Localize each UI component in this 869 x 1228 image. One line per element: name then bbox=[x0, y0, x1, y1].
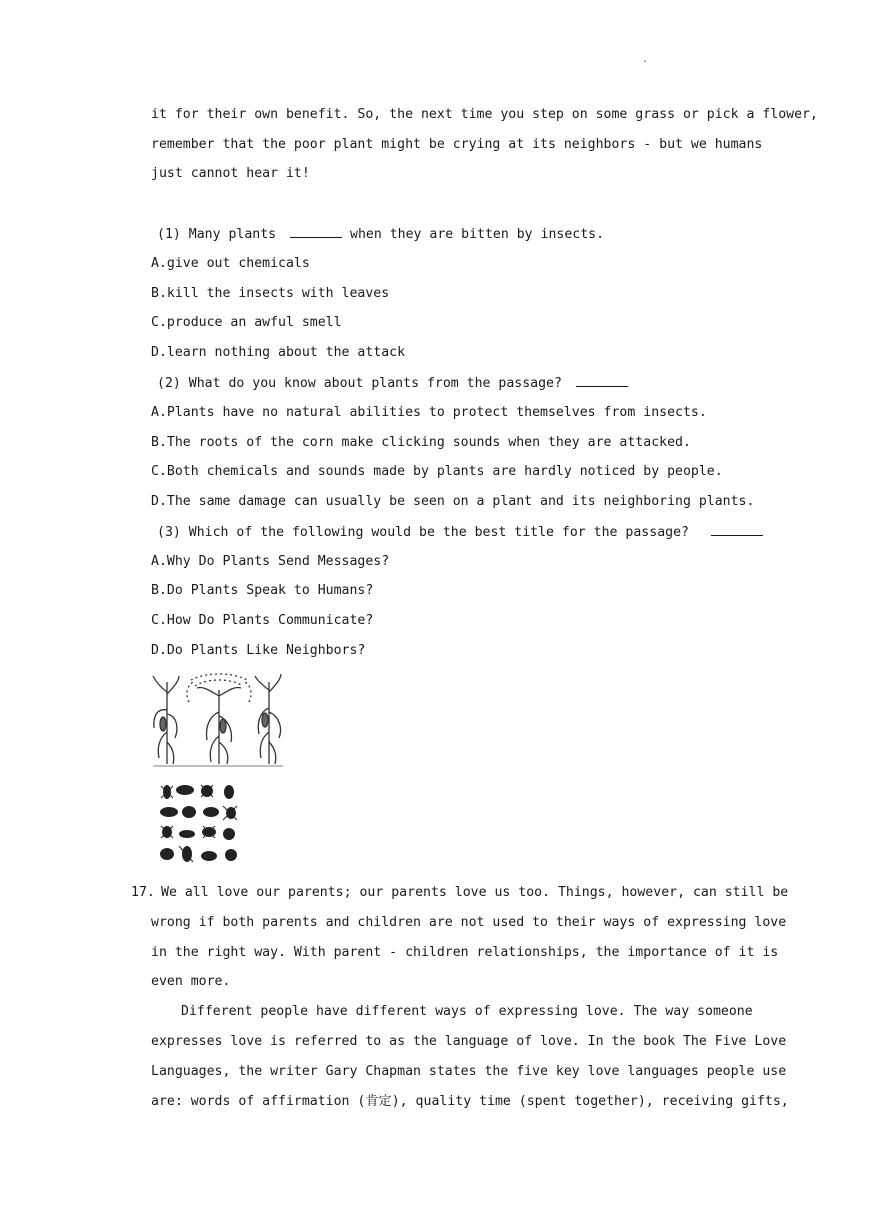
q17-line: even more. bbox=[151, 974, 231, 989]
question-2-stem: (2) What do you know about plants from the passage? bbox=[157, 374, 743, 393]
question-3-stem: (3) Which of the following would be the best title for the passage? bbox=[157, 523, 743, 542]
q17-line: expresses love is referred to as the language of love. In the book The Five Love bbox=[151, 1034, 787, 1049]
question-1-option-b: B.kill the insects with leaves bbox=[151, 286, 390, 301]
passage-line: remember that the poor plant might be crying at its neighbors - but we humans bbox=[151, 137, 763, 152]
question-2-option-d: D.The same damage can usually be seen on a plant and its neighboring plants. bbox=[151, 494, 755, 509]
question-3-option-b: B.Do Plants Speak to Humans? bbox=[151, 583, 374, 598]
q17-line: wrong if both parents and children are not used to their ways of expressing love bbox=[151, 915, 787, 930]
insects-illustration bbox=[157, 782, 243, 866]
question-2-option-b: B.The roots of the corn make clicking sounds when they are attacked. bbox=[151, 435, 691, 450]
q17-line: Different people have different ways of expressing love. The way someone bbox=[181, 1004, 753, 1019]
question-2-option-c: C.Both chemicals and sounds made by plants are hardly noticed by people. bbox=[151, 464, 723, 479]
answer-blank[interactable] bbox=[711, 523, 763, 536]
header-mark: . bbox=[642, 54, 649, 65]
question-1-option-d: D.learn nothing about the attack bbox=[151, 345, 406, 360]
passage-line: it for their own benefit. So, the next time you step on some grass or pick a flower, bbox=[151, 107, 818, 122]
answer-blank[interactable] bbox=[576, 374, 628, 387]
question-17-number: 17. bbox=[131, 885, 155, 900]
question-3-option-c: C.How Do Plants Communicate? bbox=[151, 613, 374, 628]
q17-line: Languages, the writer Gary Chapman states the five key love languages people use bbox=[151, 1064, 787, 1079]
question-3-option-d: D.Do Plants Like Neighbors? bbox=[151, 643, 366, 658]
question-2-option-a: A.Plants have no natural abilities to protect themselves from insects. bbox=[151, 405, 707, 420]
corn-plants-illustration bbox=[151, 672, 285, 768]
q17-line: in the right way. With parent - children relationships, the importance of it is bbox=[151, 945, 779, 960]
q17-line: are: words of affirmation (肯定), quality time (spent together), receiving gifts, bbox=[151, 1094, 789, 1109]
q17-line: We all love our parents; our parents love us too. Things, however, can still be bbox=[161, 885, 789, 900]
answer-blank[interactable] bbox=[290, 225, 342, 238]
question-1-option-c: C.produce an awful smell bbox=[151, 315, 342, 330]
question-3-option-a: A.Why Do Plants Send Messages? bbox=[151, 554, 390, 569]
question-1-stem: (1) Many plants when they are bitten by insects. bbox=[157, 227, 605, 242]
question-1-option-a: A.give out chemicals bbox=[151, 256, 310, 271]
passage-line: just cannot hear it! bbox=[151, 166, 310, 181]
